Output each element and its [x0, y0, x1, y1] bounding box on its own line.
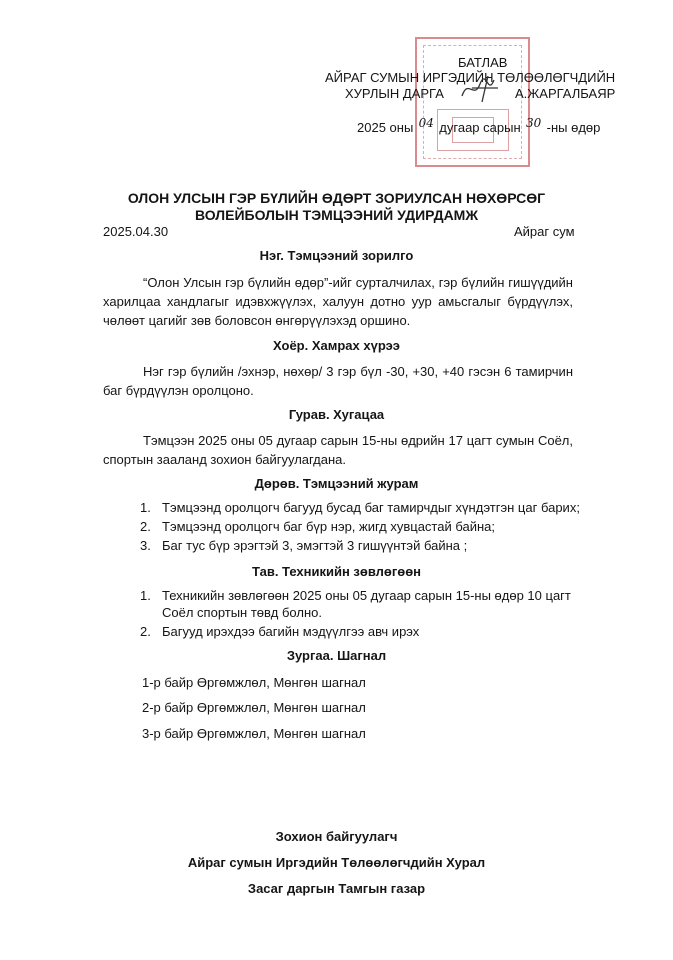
list-item-number: 1.	[140, 588, 151, 603]
section-3-title: Гурав. Хугацаа	[288, 407, 385, 422]
list-item	[142, 518, 592, 535]
approval-date-day: 30	[525, 116, 542, 130]
section-4-title: Дөрөв. Тэмцээний журам	[254, 476, 419, 491]
organizer-khural: Айраг сумын Иргэдийн Төлөөлөгчдийн Хурал	[187, 855, 486, 870]
list-item-number: 1.	[140, 500, 151, 515]
section-6-title: Зургаа. Шагнал	[286, 648, 387, 663]
list-item-text: Тэмцээнд оролцогч багууд бусад баг тамирчдыг хүндэтгэн цаг барих;	[162, 500, 580, 515]
list-item	[142, 623, 592, 640]
list-item-number: 2.	[140, 519, 151, 534]
approval-name: А.ЖАРГАЛБАЯР	[515, 86, 616, 101]
approval-date	[357, 116, 601, 135]
prize-second: 2-р байр Өргөмжлөл, Мөнгөн шагнал	[142, 700, 366, 715]
approval-date-month: 04	[418, 116, 434, 130]
organizer-office: Засаг даргын Тамгын газар	[247, 881, 426, 896]
document-title-line2: ВОЛЕЙБОЛЫН ТЭМЦЭЭНИЙ УДИРДАМЖ	[195, 207, 478, 223]
list-item	[142, 537, 592, 554]
list-item-text: Багууд ирэхдээ багийн мэдүүлгээ авч ирэх	[162, 624, 420, 639]
section-2-text: Нэг гэр бүлийн /эхнэр, нөхөр/ 3 гэр бүл -30, +30, +40 гэсэн 6 тамирчин баг бүрдүүлэн оролцоно.	[103, 364, 573, 398]
organizer-label: Зохион байгуулагч	[275, 829, 398, 844]
prize-first: 1-р байр Өргөмжлөл, Мөнгөн шагнал	[142, 675, 366, 690]
document-date: 2025.04.30	[103, 224, 169, 239]
list-item-text: Баг тус бүр эрэгтэй 3, эмэгтэй 3 гишүүнтэй байна ;	[162, 538, 468, 553]
section-1-title: Нэг. Тэмцээний зорилго	[259, 248, 414, 263]
document-title-line1: ОЛОН УЛСЫН ГЭР БҮЛИЙН ӨДӨРТ ЗОРИУЛСАН НӨХӨРСӨГ	[127, 190, 546, 206]
section-5-list	[142, 587, 592, 642]
approval-date-prefix: 2025 оны	[357, 120, 414, 135]
list-item-text: Техникийн зөвлөгөөн 2025 оны 05 дугаар сарын 15-ны өдөр 10 цагт Соёл спортын төвд болно.	[162, 588, 571, 620]
section-3-text: Тэмцээн 2025 оны 05 дугаар сарын 15-ны өдрийн 17 цагт сумын Соёл, спортын зааланд зохион байгуулагдана.	[103, 433, 573, 467]
document-place: Айраг сум	[514, 224, 575, 239]
section-1-text: “Олон Улсын гэр бүлийн өдөр”-ийг сурталчилах, гэр бүлийн гишүүдийн харилцаа хандлагыг идэвхжүүлэх, халуун дотно уур амьсгалыг бүрдүүлэх, чөлөөт цагийг зөв боловсон өнгөрүүлэхэд оршино.	[103, 275, 573, 328]
section-4-list	[142, 499, 592, 556]
approval-position: ХУРЛЫН ДАРГА	[345, 86, 444, 101]
list-item-text: Тэмцээнд оролцогч баг бүр нэр, жигд хувцастай байна;	[162, 519, 495, 534]
prize-third: 3-р байр Өргөмжлөл, Мөнгөн шагнал	[142, 726, 366, 741]
list-item	[142, 499, 592, 516]
list-item-number: 2.	[140, 624, 151, 639]
approval-date-suffix: -ны өдөр	[546, 120, 601, 135]
section-5-title: Тав. Техникийн зөвлөгөөн	[251, 564, 421, 579]
signature-icon	[458, 74, 508, 104]
approval-line1: АЙРАГ СУМЫН ИРГЭДИЙН ТӨЛӨӨЛӨГЧДИЙН	[325, 70, 616, 85]
list-item-number: 3.	[140, 538, 151, 553]
approval-title: БАТЛАВ	[458, 55, 508, 70]
approval-date-mid: дугаар сарын	[439, 120, 521, 135]
list-item	[142, 587, 592, 621]
section-2-title: Хоёр. Хамрах хүрээ	[273, 338, 400, 353]
